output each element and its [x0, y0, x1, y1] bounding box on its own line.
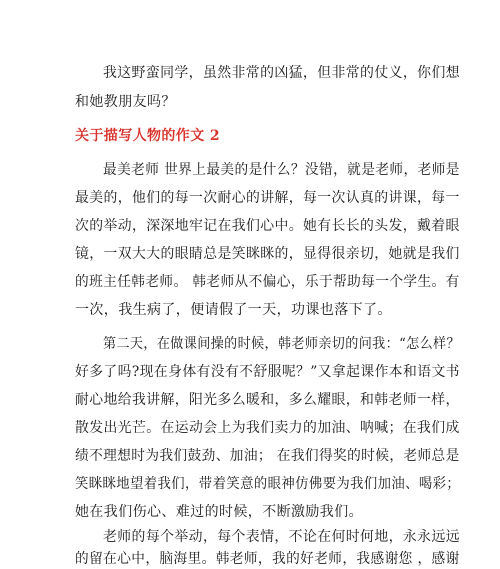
paragraph-2-line-2: 好多了吗?现在身体有没有不舒服呢？”又拿起课作本和语文书 [75, 364, 460, 380]
paragraph-2-line-4: 散发出光芒。在运动会上为我们卖力的加油、呐喊；在我们成 [75, 420, 460, 436]
paragraph-1-line-2: 最美的，他们的每一次耐心的讲解，每一次认真的讲课，每一 [75, 190, 460, 206]
paragraph-2-line-5: 绩不理想时为我们鼓劲、加油； 在我们得奖的时候，老师总是 [75, 448, 460, 464]
paragraph-1-line-6: 一次，我生病了，便请假了一天，功课也落下了。 [75, 302, 392, 318]
paragraph-2-line-7: 她在我们伤心、难过的时候，不断激励我们。 [75, 504, 363, 520]
intro-line-2: 和她教朋友吗？ [75, 94, 176, 110]
intro-line-1: 我这野蛮同学，虽然非常的凶猛，但非常的仗义，你们想 [103, 65, 461, 81]
paragraph-1-line-3: 次的举动，深深地牢记在我们心中。她有长长的头发，戴着眼 [75, 218, 460, 234]
paragraph-2-line-6: 笑眯眯地望着我们，带着笑意的眼神仿佛要为我们加油、喝彩； [75, 476, 461, 492]
paragraph-2-line-1: 第二天，在做课间操的时候，韩老师亲切的问我：“怎么样？ [103, 336, 460, 352]
paragraph-3-line-1: 老师的每个举动，每个表情，不论在何时何地，永永远远 [103, 529, 461, 545]
paragraph-3-line-2: 的留在心中，脑海里。韩老师，我的好老师，我感谢您 ，感谢 [75, 551, 460, 567]
paragraph-1-line-5: 的班主任韩老师。 韩老师从不偏心，乐于帮助每一个学生。有 [75, 274, 460, 290]
paragraph-1-line-4: 镜，一双大大的眼睛总是笑眯眯的，显得很亲切，她就是我们 [75, 246, 460, 262]
section-title: 关于描写人物的作文 2 [75, 128, 221, 144]
paragraph-2-line-3: 耐心地给我讲解，阳光多么暖和，多么耀眼，和韩老师一样， [75, 392, 460, 408]
paragraph-1-line-1: 最美老师 世界上最美的是什么？没错，就是老师，老师是 [103, 162, 460, 178]
